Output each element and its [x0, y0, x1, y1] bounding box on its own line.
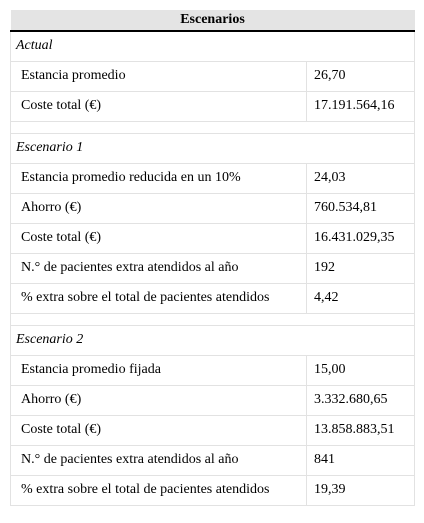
row-label: Ahorro (€)	[11, 385, 307, 415]
section-title-escenario-1: Escenario 1	[11, 133, 415, 163]
row-label: % extra sobre el total de pacientes atendidos	[11, 283, 307, 313]
table-row	[11, 163, 415, 193]
table-row	[11, 91, 415, 121]
table-row	[11, 193, 415, 223]
section-title-escenario-2: Escenario 2	[11, 325, 415, 355]
section-row	[11, 325, 415, 355]
table-row	[11, 283, 415, 313]
spacer-row	[11, 313, 415, 325]
table-row	[11, 223, 415, 253]
row-label: N.° de pacientes extra atendidos al año	[11, 253, 307, 283]
table-row	[11, 385, 415, 415]
row-value: 15,00	[307, 355, 415, 385]
row-label: N.° de pacientes extra atendidos al año	[11, 445, 307, 475]
row-value: 17.191.564,16	[307, 91, 415, 121]
row-label: Estancia promedio reducida en un 10%	[11, 163, 307, 193]
row-value: 19,39	[307, 475, 415, 505]
row-label: % extra sobre el total de pacientes atendidos	[11, 475, 307, 505]
row-label: Estancia promedio	[11, 61, 307, 91]
row-label: Coste total (€)	[11, 223, 307, 253]
spacer-cell	[11, 121, 415, 133]
row-value: 26,70	[307, 61, 415, 91]
section-row	[11, 31, 415, 61]
row-value: 13.858.883,51	[307, 415, 415, 445]
row-value: 16.431.029,35	[307, 223, 415, 253]
row-label: Coste total (€)	[11, 91, 307, 121]
row-value: 4,42	[307, 283, 415, 313]
section-title-actual: Actual	[11, 31, 415, 61]
table-title: Escenarios	[11, 10, 415, 31]
table-row	[11, 253, 415, 283]
table-row	[11, 445, 415, 475]
table-header-row	[11, 10, 415, 31]
row-label: Ahorro (€)	[11, 193, 307, 223]
table-row	[11, 475, 415, 505]
section-row	[11, 133, 415, 163]
scenarios-table	[10, 10, 415, 506]
row-value: 24,03	[307, 163, 415, 193]
spacer-cell	[11, 313, 415, 325]
table-row	[11, 61, 415, 91]
row-label: Coste total (€)	[11, 415, 307, 445]
spacer-row	[11, 121, 415, 133]
table-row	[11, 355, 415, 385]
row-value: 192	[307, 253, 415, 283]
row-value: 841	[307, 445, 415, 475]
row-value: 760.534,81	[307, 193, 415, 223]
row-label: Estancia promedio fijada	[11, 355, 307, 385]
row-value: 3.332.680,65	[307, 385, 415, 415]
table-row	[11, 415, 415, 445]
